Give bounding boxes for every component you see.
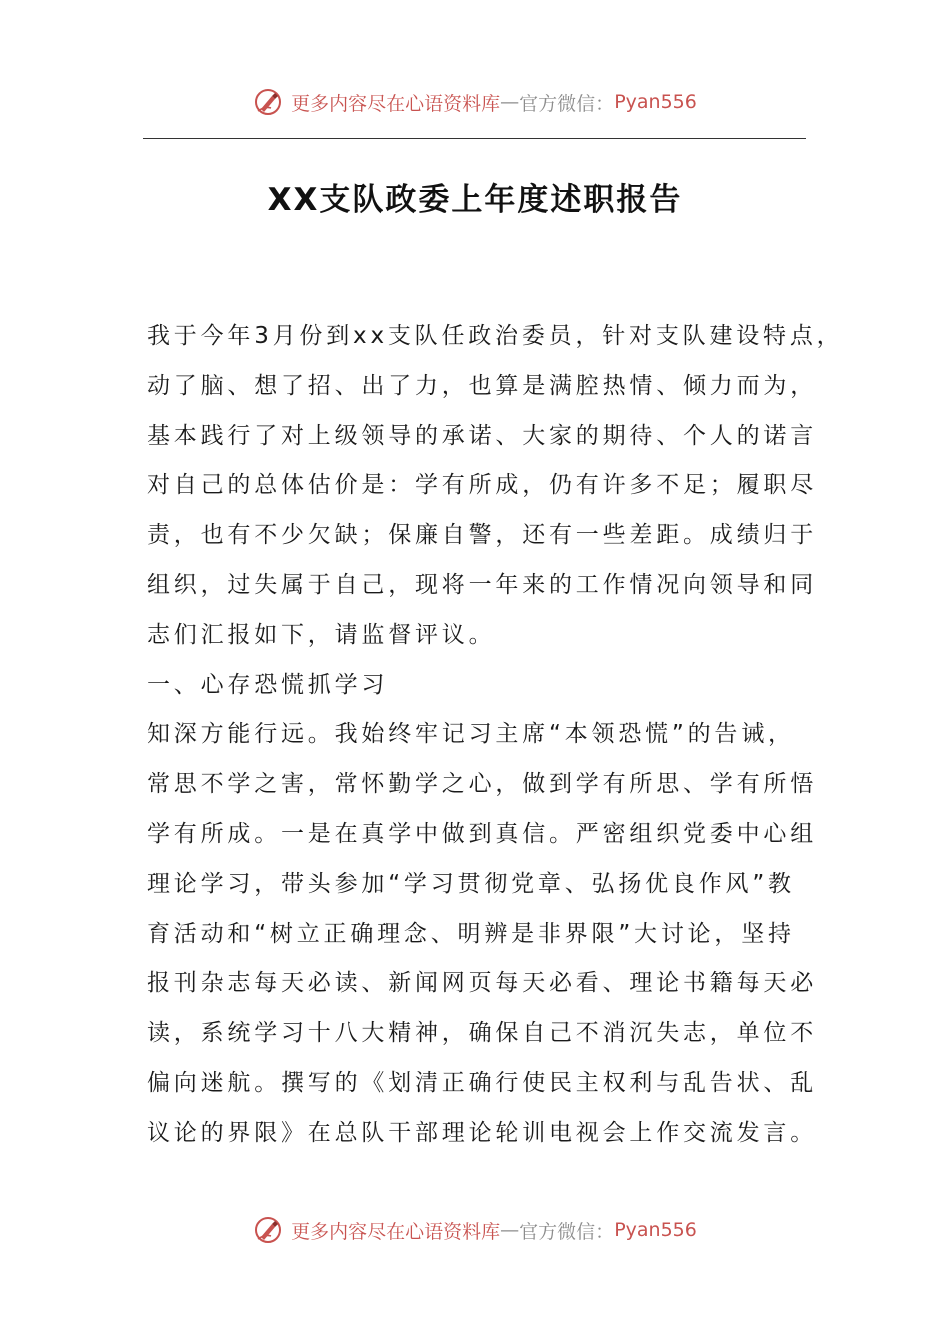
header-divider — [143, 138, 806, 139]
body-line: 读，系统学习十八大精神，确保自己不消沉失志，单位不 — [147, 1020, 817, 1047]
body-line: 理论学习，带头参加“学习贯彻党章、弘扬优良作风”教 — [147, 870, 795, 897]
body-line: 志们汇报如下，请监督评议。 — [147, 621, 496, 648]
header-watermark — [0, 82, 950, 122]
body-line: 学有所成。一是在真学中做到真信。严密组织党委中心组 — [147, 820, 817, 847]
watermark-account: Pyan556 — [614, 91, 697, 113]
watermark-site-text: 更多内容尽在心语资料库 — [291, 92, 501, 115]
watermark-dash: — — [500, 91, 520, 113]
watermark-label: 官方微信： — [519, 1220, 615, 1243]
pen-logo-icon — [253, 1215, 283, 1245]
footer-watermark — [0, 1210, 950, 1250]
pen-logo-icon — [253, 87, 283, 117]
body-line: 常思不学之害，常怀勤学之心，做到学有所思、学有所悟 — [147, 771, 817, 798]
body-line: 动了脑、想了招、出了力，也算是满腔热情、倾力而为， — [147, 372, 817, 399]
document-title: XX支队政委上年度述职报告 — [267, 182, 683, 218]
watermark-site-text: 更多内容尽在心语资料库 — [291, 1220, 501, 1243]
watermark-label: 官方微信： — [519, 92, 615, 115]
body-line: 基本践行了对上级领导的承诺、大家的期待、个人的诺言 — [147, 422, 817, 449]
body-line: 对自己的总体估价是：学有所成，仍有许多不足；履职尽 — [147, 472, 817, 499]
body-line: 偏向迷航。撰写的《划清正确行使民主权利与乱告状、乱 — [147, 1069, 817, 1096]
body-line: 育活动和“树立正确理念、明辨是非界限”大讨论，坚持 — [147, 920, 795, 947]
body-line: 议论的界限》在总队干部理论轮训电视会上作交流发言。 — [147, 1119, 817, 1146]
body-line: 责，也有不少欠缺；保廉自警，还有一些差距。成绩归于 — [147, 522, 817, 549]
body-line: 报刊杂志每天必读、新闻网页每天必看、理论书籍每天必 — [147, 970, 817, 997]
watermark-account: Pyan556 — [614, 1219, 697, 1241]
document-body — [147, 320, 844, 1167]
body-line: 知深方能行远。我始终牢记习主席“本领恐慌”的告诫， — [147, 721, 795, 748]
body-line: 我于今年3月份到xx支队任政治委员，针对支队建设特点， — [147, 323, 844, 349]
section-heading: 一、心存恐慌抓学习 — [147, 671, 389, 698]
body-line: 组织，过失属于自己，现将一年来的工作情况向领导和同 — [147, 571, 817, 598]
watermark-dash: — — [500, 1219, 520, 1241]
